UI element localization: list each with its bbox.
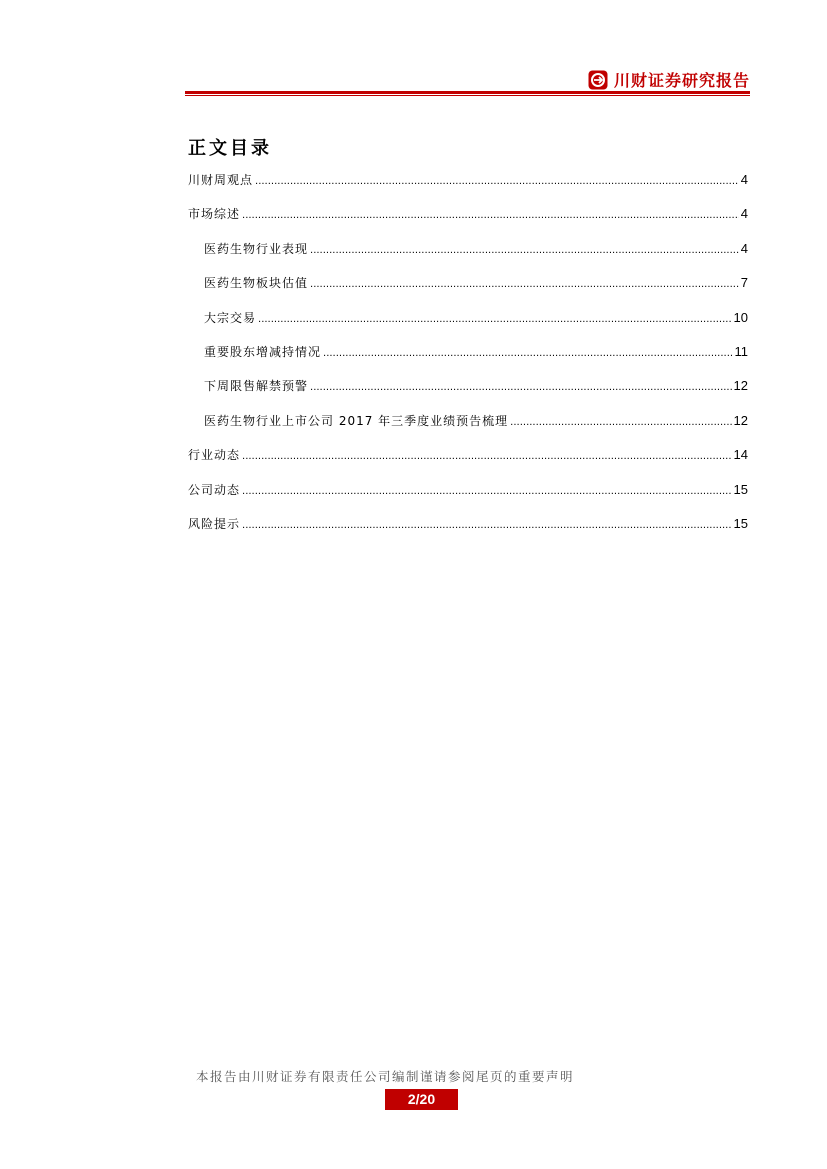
- toc-entry-label: 行业动态: [188, 448, 241, 463]
- table-of-contents: [188, 170, 748, 548]
- toc-entry-label: 医药生物行业表现: [204, 241, 309, 256]
- header-divider: [185, 91, 750, 94]
- brand-name: 川财证券研究报告: [613, 71, 750, 90]
- chuancai-logo-icon: [588, 70, 608, 90]
- toc-entry-page: 4: [740, 172, 748, 187]
- toc-entry-page: 14: [733, 447, 748, 463]
- page-header: [185, 62, 750, 96]
- toc-entry-risk-warning[interactable]: [188, 514, 748, 548]
- toc-entry-label: 医药生物行业上市公司 2017 年三季度业绩预告梳理: [204, 413, 509, 428]
- toc-leader-dots: [255, 172, 739, 192]
- toc-entry-label: 市场综述: [188, 207, 241, 222]
- toc-entry-page: 12: [733, 412, 748, 428]
- toc-entry-page: 4: [740, 206, 748, 222]
- toc-leader-dots: [310, 241, 739, 261]
- toc-entry-unlock-warning[interactable]: [188, 376, 748, 410]
- toc-entry-page: 7: [740, 275, 748, 291]
- toc-entry-market-overview[interactable]: [188, 204, 748, 238]
- toc-leader-dots: [510, 413, 731, 433]
- toc-entry-label: 风险提示: [188, 516, 241, 531]
- toc-entry-q3-forecast-review[interactable]: [188, 411, 748, 445]
- toc-entry-shareholder-changes[interactable]: [188, 342, 748, 376]
- toc-entry-page: 4: [740, 240, 748, 256]
- toc-leader-dots: [323, 344, 732, 364]
- toc-entry-label: 医药生物板块估值: [204, 276, 309, 291]
- toc-entry-label: 公司动态: [188, 482, 241, 497]
- toc-entry-page: 12: [733, 378, 748, 394]
- toc-entry-label: 川财周观点: [188, 173, 254, 187]
- toc-leader-dots: [242, 206, 739, 226]
- toc-leader-dots: [242, 447, 732, 467]
- toc-entry-block-trades[interactable]: [188, 308, 748, 342]
- toc-entry-page: 10: [733, 309, 748, 325]
- toc-entry-page: 15: [733, 481, 748, 497]
- toc-leader-dots: [242, 482, 732, 502]
- toc-leader-dots: [310, 378, 732, 398]
- toc-entry-company-news[interactable]: [188, 480, 748, 514]
- toc-entry-weekly-view[interactable]: [188, 170, 748, 204]
- page-number-badge: 2/20: [385, 1089, 458, 1110]
- toc-entry-label: 重要股东增减持情况: [204, 344, 322, 359]
- toc-entry-label: 下周限售解禁预警: [204, 379, 309, 394]
- brand: [588, 68, 750, 91]
- toc-leader-dots: [242, 516, 732, 536]
- toc-entry-industry-news[interactable]: [188, 445, 748, 479]
- toc-entry-sector-valuation[interactable]: [188, 273, 748, 307]
- toc-entry-page: 11: [734, 343, 748, 359]
- toc-leader-dots: [310, 275, 739, 295]
- footer-disclaimer: 本报告由川财证券有限责任公司编制谨请参阅尾页的重要声明: [195, 1069, 574, 1084]
- header-divider-thin: [185, 95, 750, 96]
- toc-leader-dots: [258, 310, 732, 330]
- toc-entry-industry-performance[interactable]: [188, 239, 748, 273]
- toc-entry-page: 15: [733, 515, 748, 531]
- toc-title: 正文目录: [188, 138, 272, 159]
- toc-entry-label: 大宗交易: [204, 310, 257, 325]
